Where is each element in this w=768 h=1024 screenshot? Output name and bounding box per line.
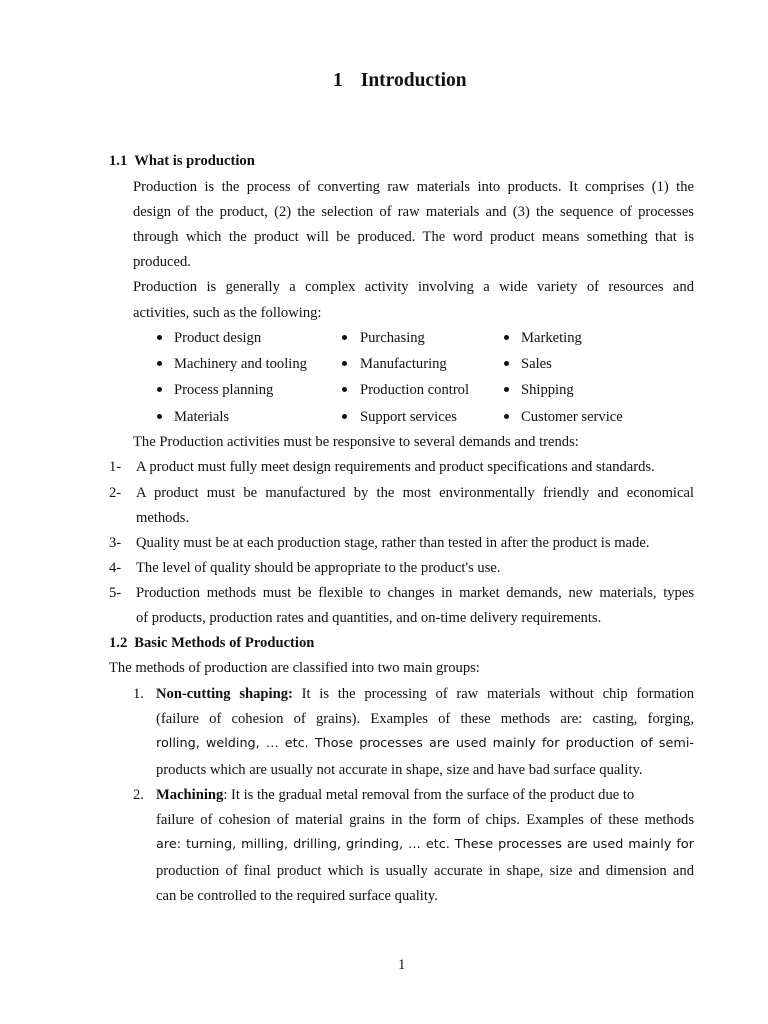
method-line: rolling, welding, … etc. Those processes are used mainly for production of semi- bbox=[156, 736, 694, 751]
bullet-icon bbox=[504, 335, 509, 340]
method-line: production of final product which is usually accurate in shape, size and dimension and bbox=[156, 863, 694, 879]
list-item-continued: methods. bbox=[136, 510, 190, 526]
bullet-icon bbox=[342, 361, 347, 366]
method-term: Machining bbox=[156, 787, 224, 803]
list-marker: 4- bbox=[109, 560, 122, 576]
chapter-title: Introduction bbox=[360, 70, 467, 91]
bullet-icon bbox=[157, 387, 162, 392]
list-item: Production methods must be flexible to changes in market demands, new materials, types bbox=[136, 585, 694, 601]
method-line: Machining: It is the gradual metal removal from the surface of the product due to bbox=[156, 787, 635, 803]
chapter-heading bbox=[333, 70, 467, 92]
list-item: Materials bbox=[174, 409, 230, 425]
bullet-icon bbox=[342, 414, 347, 419]
bullet-icon bbox=[157, 414, 162, 419]
bullet-icon bbox=[504, 361, 509, 366]
list-item: Purchasing bbox=[360, 330, 425, 346]
list-item: Support services bbox=[360, 409, 457, 425]
paragraph-line: through which the product will be produced. The word product means something that is bbox=[133, 229, 694, 245]
list-item: Quality must be at each production stage, rather than tested in after the product is made. bbox=[136, 535, 650, 551]
section-heading-1-1: 1.1 What is production bbox=[109, 153, 255, 169]
list-marker: 1- bbox=[109, 459, 122, 475]
list-item: Machinery and tooling bbox=[174, 356, 307, 372]
bullet-icon bbox=[157, 361, 162, 366]
bullet-icon bbox=[342, 335, 347, 340]
paragraph-line: Production is the process of converting raw materials into products. It comprises (1) the bbox=[133, 179, 694, 195]
chapter-number: 1 bbox=[333, 70, 343, 91]
paragraph-line: Production is generally a complex activity involving a wide variety of resources and bbox=[133, 279, 694, 295]
method-term: Non-cutting shaping: bbox=[156, 686, 293, 702]
demands-intro: The Production activities must be responsive to several demands and trends: bbox=[133, 434, 579, 450]
list-item: Marketing bbox=[521, 330, 582, 346]
list-item-continued: of products, production rates and quantities, and on-time delivery requirements. bbox=[136, 610, 602, 626]
method-line: (failure of cohesion of grains). Examples of these methods are: casting, forging, bbox=[156, 711, 694, 727]
paragraph-line: activities, such as the following: bbox=[133, 305, 322, 321]
bullet-icon bbox=[504, 414, 509, 419]
list-item: Customer service bbox=[521, 409, 623, 425]
paragraph-line: design of the product, (2) the selection of raw materials and (3) the sequence of processes bbox=[133, 204, 694, 220]
list-item: A product must fully meet design requirements and product specifications and standards. bbox=[136, 459, 655, 475]
bullet-icon bbox=[342, 387, 347, 392]
list-marker: 1. bbox=[133, 686, 144, 702]
list-marker: 2- bbox=[109, 485, 122, 501]
method-line: can be controlled to the required surface quality. bbox=[156, 888, 438, 904]
list-marker: 5- bbox=[109, 585, 122, 601]
list-marker: 2. bbox=[133, 787, 144, 803]
method-line: Non-cutting shaping: It is the processing of raw materials without chip formation bbox=[156, 686, 694, 702]
list-item: The level of quality should be appropriate to the product's use. bbox=[136, 560, 501, 576]
list-marker: 3- bbox=[109, 535, 122, 551]
list-item: Production control bbox=[360, 382, 470, 398]
method-line: are: turning, milling, drilling, grinding, … etc. These processes are used mainly for bbox=[156, 837, 694, 852]
page-number: 1 bbox=[398, 957, 406, 973]
list-item: Shipping bbox=[521, 382, 574, 398]
method-line: products which are usually not accurate in shape, size and have bad surface quality. bbox=[156, 762, 643, 778]
bullet-icon bbox=[504, 387, 509, 392]
list-item: Product design bbox=[174, 330, 262, 346]
list-item: Process planning bbox=[174, 382, 274, 398]
list-item: Sales bbox=[521, 356, 552, 372]
list-item: Manufacturing bbox=[360, 356, 447, 372]
method-line: failure of cohesion of material grains in the form of chips. Examples of these methods bbox=[156, 812, 694, 828]
bullet-icon bbox=[157, 335, 162, 340]
methods-intro: The methods of production are classified into two main groups: bbox=[109, 660, 480, 676]
section-heading-1-2: 1.2 Basic Methods of Production bbox=[109, 635, 315, 651]
list-item: A product must be manufactured by the most environmentally friendly and economical bbox=[136, 485, 694, 501]
paragraph-line: produced. bbox=[133, 254, 191, 270]
